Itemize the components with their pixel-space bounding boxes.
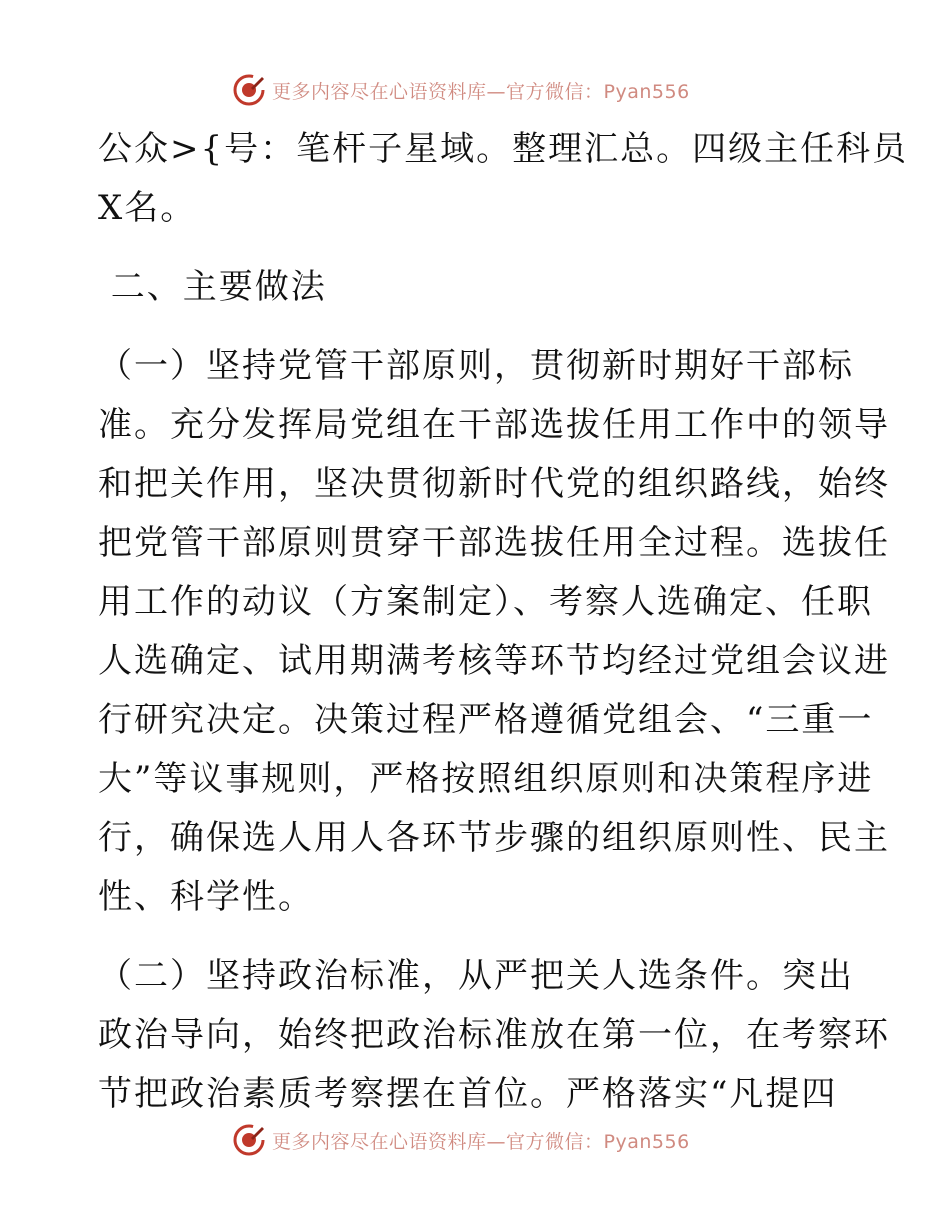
text-line: 行，确保选人用人各环节步骤的组织原则性、民主 [98,818,890,858]
text-line: 准。充分发挥局党组在干部选拔任用工作中的领导 [98,405,890,445]
watermark-text: 更多内容尽在心语资料库—官方微信：Pyan556 [272,80,690,103]
watermark-text: 更多内容尽在心语资料库—官方微信：Pyan556 [272,1130,690,1153]
paragraph-intro-tail [98,120,909,238]
text-line: 和把关作用，坚决贯彻新时代党的组织路线，始终 [98,464,890,504]
section-heading: 二、主要做法 [98,267,327,307]
text-line: 用工作的动议（方案制定）、考察人选确定、任职 [98,582,873,622]
text-line: 节把政治素质考察摆在首位。严格落实“凡提四 [98,1074,838,1114]
text-line: 大”等议事规则，严格按照组织原则和决策程序进 [98,759,874,799]
paragraph-item-two [98,947,890,1124]
footer-watermark [232,1122,690,1158]
paragraph-item-one [98,337,890,927]
section-heading-main-practices [98,258,858,317]
text-line: 把党管干部原则贯穿干部选拔任用全过程。选拔任 [98,523,890,563]
text-line: 人选确定、试用期满考核等环节均经过党组会议进 [98,641,890,681]
document-body [98,120,909,1124]
pen-seal-icon [232,1123,266,1157]
text-line: 性、科学性。 [98,877,314,917]
header-watermark [232,72,690,108]
text-line: （一）坚持党管干部原则，贯彻新时期好干部标 [98,346,854,386]
text-line: 公众>{号：笔杆子星域。整理汇总。四级主任科员 [98,129,909,169]
text-line: X名。 [98,188,197,228]
text-line: （二）坚持政治标准，从严把关人选条件。突出 [98,956,854,996]
text-line: 行研究决定。决策过程严格遵循党组会、“三重一 [98,700,874,740]
pen-seal-icon [232,73,266,107]
text-line: 政治导向，始终把政治标准放在第一位，在考察环 [98,1015,890,1055]
